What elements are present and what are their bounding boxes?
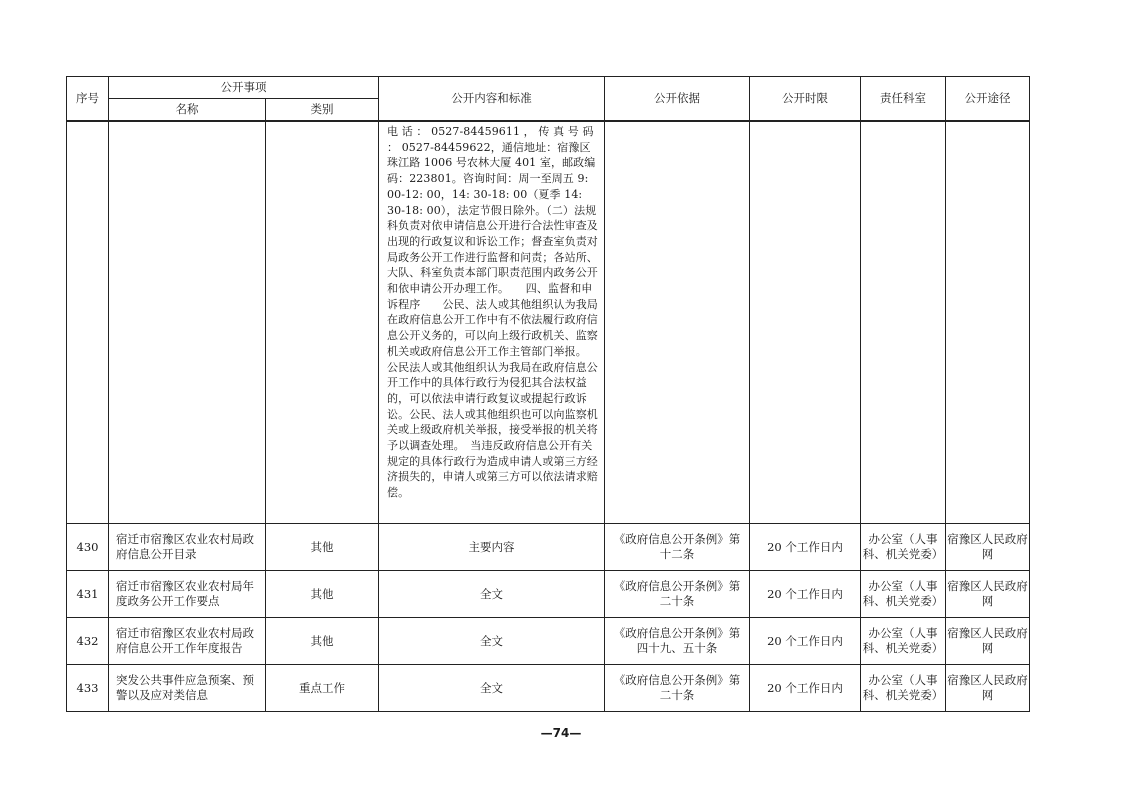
row-category: 重点工作 — [266, 665, 379, 712]
row-category: 其他 — [266, 524, 379, 571]
header-seq: 序号 — [67, 77, 109, 122]
disclosure-table — [66, 76, 1030, 712]
header-category: 类别 — [266, 99, 379, 122]
row-name: 宿迁市宿豫区农业农村局政府信息公开工作年度报告 — [109, 618, 266, 665]
continuation-content: 电 话 ： 0527-84459611 ， 传 真 号 码 ： 0527-84459622，通信地址：宿豫区珠江路 1006 号农林大厦 401 室，邮政编码：223801。咨询时间：周一至周五 9: 00-12: 00，14: 30-18: 00（夏季 14: 30-18: 00），法定节假日除外。（二）法规科负责对依申请信息公开进行合法性审查及出现的行政复议和诉讼工作；督查室负责对局政务公开工作进行监督和问责；各站所、大队、科室负责本部门职责范围内政务公开和依申请公开办理工作。 四、监督和申诉程序 公民、法人或其他组织认为我局在政府信息公开工作中有不依法履行政府信息公开义务的，可以向上级行政机关、监察机关或政府信息公开工作主管部门举报。 公民法人或其他组织认为我局在政府信息公开工作中的具体行政行为侵犯其合法权益的，可以依法申请行政复议或提起行政诉讼。公民、法人或其他组织也可以向监察机关或上级政府机关举报，接受举报的机关将予以调查处理。 当违反政府信息公开有关规定的具体行政行为造成申请人或第三方经济损失的，申请人或第三方可以依法请求赔偿。 — [379, 121, 605, 524]
header-content-standard: 公开内容和标准 — [379, 77, 605, 122]
row-dept: 办公室（人事科、机关党委） — [861, 665, 946, 712]
table-row — [67, 618, 1030, 665]
row-dept: 办公室（人事科、机关党委） — [861, 618, 946, 665]
row-dept: 办公室（人事科、机关党委） — [861, 524, 946, 571]
header-time-limit: 公开时限 — [750, 77, 861, 122]
row-dept: 办公室（人事科、机关党委） — [861, 571, 946, 618]
row-content: 全文 — [379, 665, 605, 712]
row-time-limit: 20 个工作日内 — [750, 665, 861, 712]
row-category: 其他 — [266, 618, 379, 665]
row-category: 其他 — [266, 571, 379, 618]
header-name: 名称 — [109, 99, 266, 122]
table-row — [67, 665, 1030, 712]
table-row — [67, 121, 1030, 524]
row-name: 突发公共事件应急预案、预警以及应对类信息 — [109, 665, 266, 712]
row-basis: 《政府信息公开条例》第二十条 — [605, 665, 750, 712]
page-number: —74— — [540, 726, 582, 740]
row-channel: 宿豫区人民政府网 — [946, 571, 1030, 618]
row-basis: 《政府信息公开条例》第四十九、五十条 — [605, 618, 750, 665]
row-seq: 432 — [67, 618, 109, 665]
row-name: 宿迁市宿豫区农业农村局年度政务公开工作要点 — [109, 571, 266, 618]
row-name: 宿迁市宿豫区农业农村局政府信息公开目录 — [109, 524, 266, 571]
header-public-item: 公开事项 — [109, 77, 379, 99]
header-basis: 公开依据 — [605, 77, 750, 122]
row-content: 全文 — [379, 618, 605, 665]
row-time-limit: 20 个工作日内 — [750, 524, 861, 571]
row-seq: 430 — [67, 524, 109, 571]
row-channel: 宿豫区人民政府网 — [946, 618, 1030, 665]
row-basis: 《政府信息公开条例》第十二条 — [605, 524, 750, 571]
row-time-limit: 20 个工作日内 — [750, 571, 861, 618]
row-time-limit: 20 个工作日内 — [750, 618, 861, 665]
table-row — [67, 524, 1030, 571]
table-row — [67, 571, 1030, 618]
header-channel: 公开途径 — [946, 77, 1030, 122]
row-basis: 《政府信息公开条例》第二十条 — [605, 571, 750, 618]
row-content: 主要内容 — [379, 524, 605, 571]
header-dept: 责任科室 — [861, 77, 946, 122]
row-seq: 433 — [67, 665, 109, 712]
row-content: 全文 — [379, 571, 605, 618]
row-channel: 宿豫区人民政府网 — [946, 665, 1030, 712]
row-seq: 431 — [67, 571, 109, 618]
row-channel: 宿豫区人民政府网 — [946, 524, 1030, 571]
